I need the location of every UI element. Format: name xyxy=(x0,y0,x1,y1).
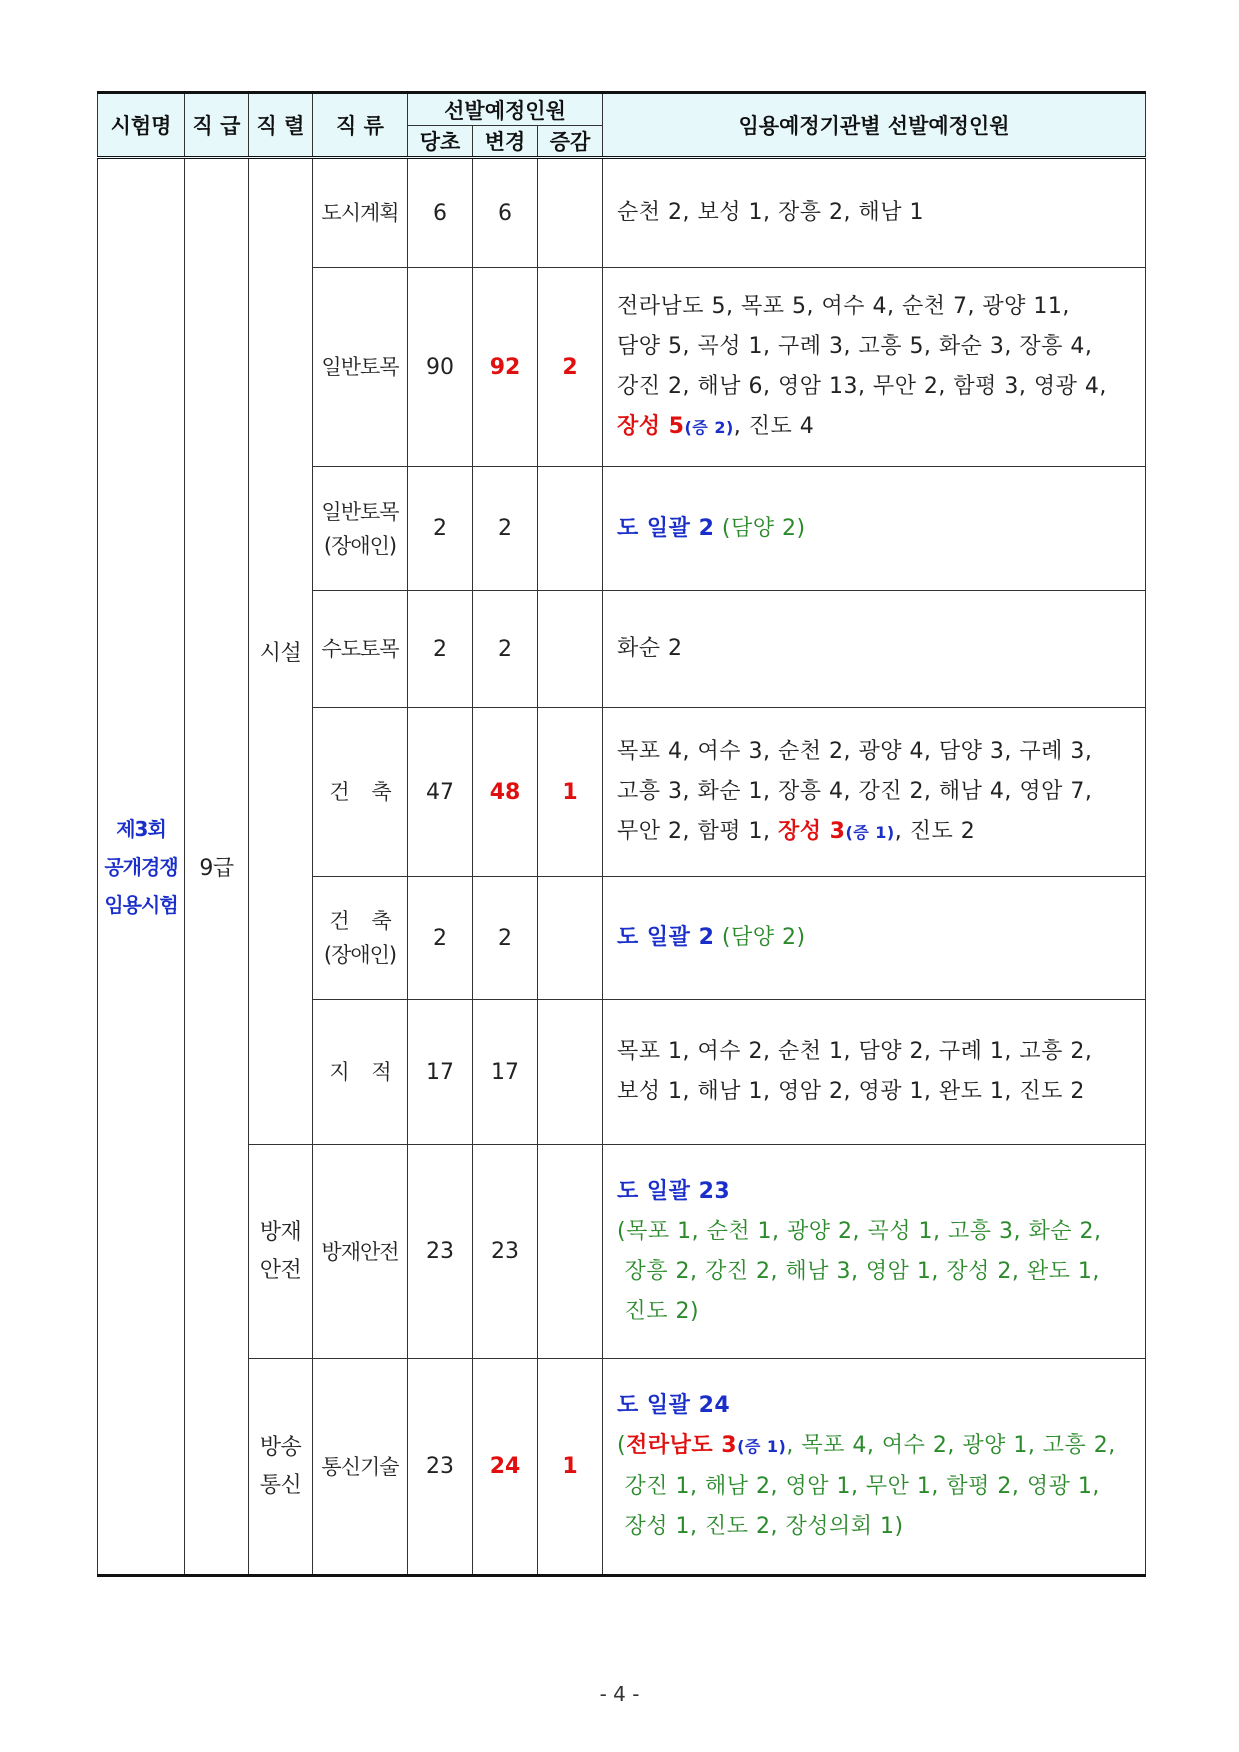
changed-cell: 17 xyxy=(473,1000,538,1145)
header-changed: 변경 xyxy=(473,126,538,158)
header-grade: 직 급 xyxy=(185,93,249,158)
agencies-line: 전라남도 5, 목포 5, 여수 4, 순천 7, 광양 11, xyxy=(617,293,1070,319)
agencies-cell xyxy=(603,1145,1146,1359)
agencies-line: 목포 1, 여수 2, 순천 1, 담양 2, 구례 1, 고흥 2, xyxy=(617,1039,1093,1064)
agencies-cell xyxy=(603,268,1146,467)
series-disaster-line1: 방재 xyxy=(259,1219,302,1245)
original-cell: 23 xyxy=(408,1145,473,1359)
province-batch: 도 일괄 2 xyxy=(617,925,715,950)
changed-cell: 24 xyxy=(473,1359,538,1576)
changed-cell: 6 xyxy=(473,158,538,268)
diff-cell xyxy=(538,467,603,591)
province-batch: 도 일괄 2 xyxy=(617,515,715,541)
original-cell: 2 xyxy=(408,591,473,708)
job-name: 건 축 xyxy=(329,909,391,933)
header-planned: 선발예정인원 xyxy=(408,93,603,126)
exam-name-line2: 공개경쟁 xyxy=(104,854,178,879)
job-note: (장애인) xyxy=(323,533,397,558)
agencies-line: 강진 2, 해남 6, 영암 13, 무안 2, 함평 3, 영광 4, xyxy=(617,373,1107,399)
agencies-cell xyxy=(603,1000,1146,1145)
changed-cell: 2 xyxy=(473,877,538,1000)
header-original: 당초 xyxy=(408,126,473,158)
table-row xyxy=(98,1359,1146,1576)
job-cell: 수도토목 xyxy=(313,591,408,708)
original-cell: 2 xyxy=(408,877,473,1000)
changed-agency: 장성 3 xyxy=(777,818,846,844)
job-cell: 도시계획 xyxy=(313,158,408,268)
agencies-line: 강진 1, 해남 2, 영암 1, 무안 1, 함평 2, 영광 1, xyxy=(617,1474,1100,1499)
series-disaster-line2: 안전 xyxy=(259,1257,302,1283)
original-cell: 90 xyxy=(408,268,473,467)
header-exam-name: 시험명 xyxy=(98,93,185,158)
agencies-line: 진도 2) xyxy=(617,1298,700,1324)
diff-cell xyxy=(538,1145,603,1359)
increase-note: (증 1) xyxy=(737,1437,787,1456)
agencies-line: 고흥 3, 화순 1, 장흥 4, 강진 2, 해남 4, 영암 7, xyxy=(617,778,1093,804)
job-cell: 일반토목 xyxy=(313,268,408,467)
increase-note: (증 1) xyxy=(845,822,895,842)
agencies-cell xyxy=(603,708,1146,877)
series-broadcast-line1: 방송 xyxy=(259,1434,302,1460)
agencies-line xyxy=(617,1426,1131,1467)
diff-cell: 1 xyxy=(538,1359,603,1576)
original-cell: 47 xyxy=(408,708,473,877)
diff-cell xyxy=(538,158,603,268)
agencies-line: 장흥 2, 강진 2, 해남 3, 영암 1, 장성 2, 완도 1, xyxy=(617,1258,1100,1284)
changed-cell: 2 xyxy=(473,467,538,591)
diff-cell xyxy=(538,1000,603,1145)
job-cell: 건 축 xyxy=(313,708,408,877)
agencies-line xyxy=(617,407,1131,448)
original-cell: 2 xyxy=(408,467,473,591)
agencies-line: 보성 1, 해남 1, 영암 2, 영광 1, 완도 1, 진도 2 xyxy=(617,1079,1085,1104)
agencies-rest: , 목포 4, 여수 2, 광양 1, 고흥 2, xyxy=(786,1433,1116,1458)
increase-note: (증 2) xyxy=(684,417,734,437)
original-cell: 17 xyxy=(408,1000,473,1145)
original-cell: 6 xyxy=(408,158,473,268)
changed-cell: 48 xyxy=(473,708,538,877)
diff-cell xyxy=(538,877,603,1000)
exam-name-line3: 임용시험 xyxy=(104,892,178,917)
changed-agency: 장성 5 xyxy=(617,413,685,439)
agencies-cell xyxy=(603,1359,1146,1576)
changed-cell: 2 xyxy=(473,591,538,708)
agencies-detail: (담양 2) xyxy=(721,925,806,950)
series-disaster xyxy=(249,1145,313,1359)
agencies-pre: 무안 2, 함평 1, xyxy=(617,818,778,844)
header-category: 직 류 xyxy=(313,93,408,158)
agencies-cell xyxy=(603,877,1146,1000)
series-facilities: 시설 xyxy=(249,158,313,1145)
agencies-line xyxy=(617,812,1131,853)
changed-cell: 92 xyxy=(473,268,538,467)
agencies-line: 담양 5, 곡성 1, 구례 3, 고흥 5, 화순 3, 장흥 4, xyxy=(617,333,1093,359)
grade-cell: 9급 xyxy=(185,158,249,1576)
agencies-cell xyxy=(603,591,1146,708)
agencies-line: 장성 1, 진도 2, 장성의회 1) xyxy=(617,1514,904,1539)
province-batch: 도 일괄 24 xyxy=(617,1393,731,1418)
changed-cell: 23 xyxy=(473,1145,538,1359)
diff-cell xyxy=(538,591,603,708)
agencies-detail: (담양 2) xyxy=(721,515,806,541)
job-note: (장애인) xyxy=(323,943,397,967)
changed-agency: 전라남도 3 xyxy=(626,1433,738,1458)
agencies-line: (목포 1, 순천 1, 광양 2, 곡성 1, 고흥 3, 화순 2, xyxy=(617,1218,1102,1244)
paren-open: ( xyxy=(617,1433,627,1458)
header-series: 직 렬 xyxy=(249,93,313,158)
province-batch: 도 일괄 23 xyxy=(617,1178,731,1204)
agencies-cell xyxy=(603,467,1146,591)
diff-cell: 2 xyxy=(538,268,603,467)
series-broadcast-line2: 통신 xyxy=(259,1472,302,1498)
table-row xyxy=(98,1145,1146,1359)
header-agencies: 임용예정기관별 선발예정인원 xyxy=(603,93,1146,158)
job-cell: 방재안전 xyxy=(313,1145,408,1359)
job-cell xyxy=(313,877,408,1000)
exam-name-cell xyxy=(98,158,185,1576)
header-row-1 xyxy=(98,93,1146,126)
recruitment-table xyxy=(97,91,1146,1577)
diff-cell: 1 xyxy=(538,708,603,877)
job-name: 일반토목 xyxy=(321,499,399,524)
agencies-rest: , 진도 4 xyxy=(733,413,815,439)
agencies-rest: , 진도 2 xyxy=(894,818,976,844)
original-cell: 23 xyxy=(408,1359,473,1576)
agencies-line: 목포 4, 여수 3, 순천 2, 광양 4, 담양 3, 구례 3, xyxy=(617,738,1093,764)
job-cell: 통신기술 xyxy=(313,1359,408,1576)
header-diff: 증감 xyxy=(538,126,603,158)
job-cell xyxy=(313,467,408,591)
page-number: - 4 - xyxy=(599,1682,640,1706)
agencies-text: 순천 2, 보성 1, 장흥 2, 해남 1 xyxy=(617,200,924,225)
agencies-cell xyxy=(603,158,1146,268)
series-broadcast xyxy=(249,1359,313,1576)
agencies-text: 화순 2 xyxy=(617,636,683,661)
exam-name-line1: 제3회 xyxy=(116,816,166,841)
table-row xyxy=(98,158,1146,268)
job-cell: 지 적 xyxy=(313,1000,408,1145)
